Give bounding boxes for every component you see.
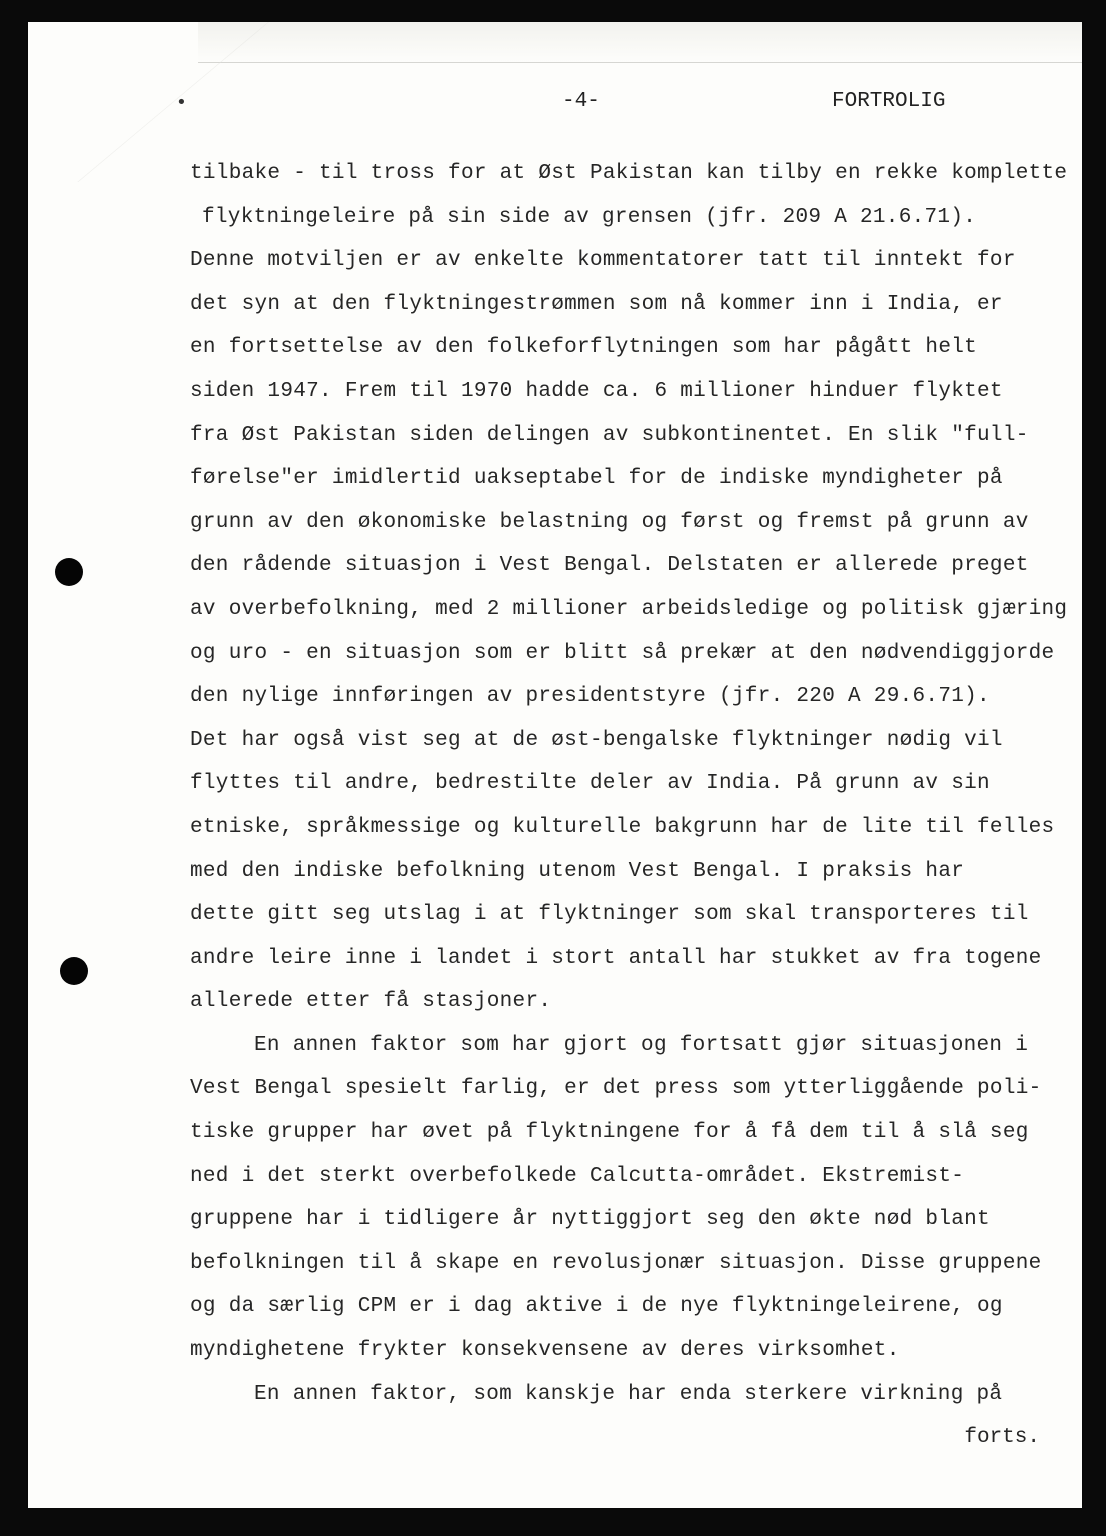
document-page xyxy=(28,22,1082,1508)
text-line: myndighetene frykter konsekvensene av deres virksomhet. xyxy=(190,1339,900,1363)
text-line: befolkningen til å skape en revolusjonær situasjon. Disse gruppene xyxy=(190,1251,1042,1275)
text-line: og da særlig CPM er i dag aktive i de nye flyktningeleirene, og xyxy=(190,1295,1003,1319)
text-line: den rådende situasjon i Vest Bengal. Delstaten er allerede preget xyxy=(190,554,1029,578)
text-line: den nylige innføringen av presidentstyre (jfr. 220 A 29.6.71). xyxy=(190,685,990,709)
margin-mark: • xyxy=(176,92,187,113)
text-line: dette gitt seg utslag i at flyktninger som skal transporteres til xyxy=(190,903,1029,927)
punch-hole-lower xyxy=(60,957,88,985)
text-line: gruppene har i tidligere år nyttiggjort seg den økte nød blant xyxy=(190,1208,990,1232)
text-line: Vest Bengal spesielt farlig, er det press som ytterliggående poli- xyxy=(190,1077,1042,1101)
continuation-note: forts. xyxy=(964,1426,1040,1449)
classification-label: FORTROLIG xyxy=(832,90,946,113)
text-line: Det har også vist seg at de øst-bengalske flyktninger nødig vil xyxy=(190,728,1003,752)
page-number: -4- xyxy=(562,90,600,113)
text-line: grunn av den økonomiske belastning og først og fremst på grunn av xyxy=(190,510,1029,534)
text-line: tilbake - til tross for at Øst Pakistan kan tilby en rekke komplette xyxy=(190,162,1068,185)
text-line: med den indiske befolkning utenom Vest Bengal. I praksis har xyxy=(190,859,965,883)
text-line: etniske, språkmessige og kulturelle bakgrunn har de lite til felles xyxy=(190,815,1055,839)
text-line: siden 1947. Frem til 1970 hadde ca. 6 millioner hinduer flyktet xyxy=(190,379,1003,403)
text-line: førelse"er imidlertid uakseptabel for de indiske myndigheter på xyxy=(190,467,1003,491)
text-line: En annen faktor som har gjort og fortsatt gjør situasjonen i xyxy=(254,1033,1029,1057)
punch-hole-upper xyxy=(55,558,83,586)
text-line: tiske grupper har øvet på flyktningene for å få dem til å slå seg xyxy=(190,1121,1029,1145)
body-text xyxy=(190,152,1068,1416)
text-line: andre leire inne i landet i stort antall har stukket av fra togene xyxy=(190,946,1042,970)
page-fold-shadow xyxy=(198,22,1082,63)
text-line: flyttes til andre, bedrestilte deler av India. På grunn av sin xyxy=(190,772,990,796)
text-line: En annen faktor, som kanskje har enda sterkere virkning på xyxy=(254,1382,1003,1406)
text-line: og uro - en situasjon som er blitt så prekær at den nødvendiggjorde xyxy=(190,641,1055,665)
text-line: ned i det sterkt overbefolkede Calcutta-området. Ekstremist- xyxy=(190,1164,965,1188)
text-line: flyktningeleire på sin side av grensen (jfr. 209 A 21.6.71). xyxy=(202,205,977,229)
text-line: av overbefolkning, med 2 millioner arbeidsledige og politisk gjæring xyxy=(190,597,1068,621)
text-line: fra Øst Pakistan siden delingen av subkontinentet. En slik "full- xyxy=(190,423,1029,447)
text-line: allerede etter få stasjoner. xyxy=(190,990,552,1014)
text-line: en fortsettelse av den folkeforflytningen som har pågått helt xyxy=(190,336,978,360)
text-line: det syn at den flyktningestrømmen som nå kommer inn i India, er xyxy=(190,292,1003,316)
text-line: Denne motviljen er av enkelte kommentatorer tatt til inntekt for xyxy=(190,249,1016,273)
